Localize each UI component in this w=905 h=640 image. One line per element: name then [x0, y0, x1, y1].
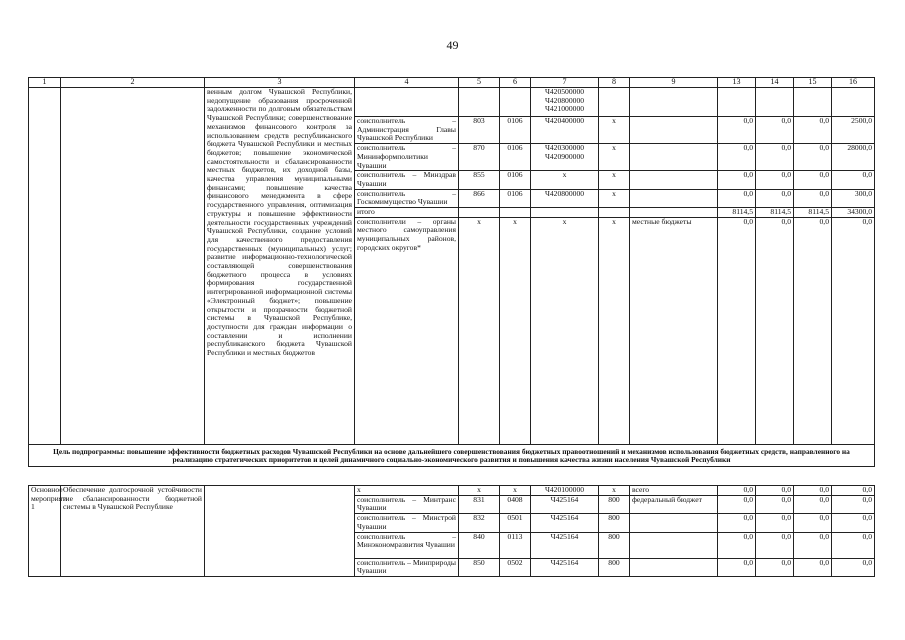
cell-c9	[630, 208, 718, 218]
cell-c13: 0,0	[718, 189, 756, 207]
cell-c1	[29, 88, 61, 445]
cell-c14	[756, 88, 794, 117]
table-row	[29, 486, 875, 496]
table-row	[29, 88, 875, 117]
budget-table-event	[28, 485, 875, 577]
cell-c4: соисполнитель – Минтранс Чувашии	[355, 495, 459, 513]
col-header: 16	[832, 78, 875, 88]
cell-c6: х	[500, 217, 531, 444]
cell-c9: федеральный бюджет	[630, 495, 718, 513]
cell-c7	[531, 208, 599, 218]
cell-c8	[599, 208, 630, 218]
cell-c8: 800	[599, 558, 630, 576]
cell-c4	[355, 88, 459, 117]
cell-c15: 0,0	[794, 532, 832, 558]
col-header: 7	[531, 78, 599, 88]
cell-c5: х	[459, 486, 500, 496]
cell-c15: 0,0	[794, 117, 832, 144]
cell-c16: 0,0	[832, 486, 875, 496]
cell-c7: х	[531, 217, 599, 444]
cell-c8: х	[599, 171, 630, 189]
cell-c15	[794, 88, 832, 117]
cell-c14: 0,0	[756, 217, 794, 444]
cell-c15: 0,0	[794, 144, 832, 171]
cell-c4: х	[355, 486, 459, 496]
cell-c4: итого	[355, 208, 459, 218]
cell-c9: всего	[630, 486, 718, 496]
col-header: 4	[355, 78, 459, 88]
cell-c6: 0113	[500, 532, 531, 558]
col-header: 2	[61, 78, 205, 88]
event-title: Обеспечение долгосрочной устойчивости и сбалансированности бюджетной системы в Чувашской Республике	[61, 486, 205, 577]
cell-c7: Ч420300000 Ч420900000	[531, 144, 599, 171]
cell-c13: 0,0	[718, 217, 756, 444]
cell-c6: 0106	[500, 117, 531, 144]
cell-c8: 800	[599, 532, 630, 558]
cell-c14: 8114,5	[756, 208, 794, 218]
cell-c6	[500, 88, 531, 117]
cell-c2	[61, 88, 205, 445]
cell-c13	[718, 88, 756, 117]
cell-c6: 0106	[500, 144, 531, 171]
cell-c14: 0,0	[756, 558, 794, 576]
cell-c15: 0,0	[794, 558, 832, 576]
cell-c14: 0,0	[756, 189, 794, 207]
cell-c15: 0,0	[794, 189, 832, 207]
cell-c14: 0,0	[756, 144, 794, 171]
cell-c7: Ч425164	[531, 495, 599, 513]
cell-c13: 0,0	[718, 514, 756, 532]
cell-c5: 866	[459, 189, 500, 207]
cell-c5: 832	[459, 514, 500, 532]
cell-c5	[459, 208, 500, 218]
cell-c4: соисполнитель – Администрация Главы Чувашской Республики	[355, 117, 459, 144]
event-label: Основное мероприятие 1	[29, 486, 61, 577]
cell-c16: 0,0	[832, 495, 875, 513]
cell-c4: соисполнитель – Минприроды Чувашии	[355, 558, 459, 576]
cell-c15: 0,0	[794, 486, 832, 496]
cell-c6: 0501	[500, 514, 531, 532]
cell-c16: 0,0	[832, 558, 875, 576]
subprogram-goal: Цель подпрограммы: повышение эффективности бюджетных расходов Чувашской Республики на основе дальнейшего совершенствования бюджетных правоотношений и механизмов использования бюджетных средств, направленного на реализацию стратегических приоритетов и целей динамичного социально-экономического развития и повышения качества жизни населения Чувашской Республики	[29, 444, 875, 466]
cell-c4: соисполнитель – Минздрав Чувашии	[355, 171, 459, 189]
cell-c7: Ч425164	[531, 532, 599, 558]
cell-c14: 0,0	[756, 117, 794, 144]
cell-c14: 0,0	[756, 532, 794, 558]
cell-c9	[630, 144, 718, 171]
col-header: 13	[718, 78, 756, 88]
cell-c14: 0,0	[756, 495, 794, 513]
cell-c6	[500, 208, 531, 218]
col-header: 6	[500, 78, 531, 88]
cell-c5: 855	[459, 171, 500, 189]
cell-c8: х	[599, 189, 630, 207]
cell-c5: 831	[459, 495, 500, 513]
cell-c9	[630, 558, 718, 576]
cell-c4: соисполнитель – Госкомимущество Чувашии	[355, 189, 459, 207]
cell-c8	[599, 88, 630, 117]
col-header: 9	[630, 78, 718, 88]
cell-c15: 0,0	[794, 217, 832, 444]
cell-c9	[630, 117, 718, 144]
cell-c13: 0,0	[718, 144, 756, 171]
cell-c7: Ч420100000	[531, 486, 599, 496]
cell-c16: 34300,0	[832, 208, 875, 218]
col-header: 8	[599, 78, 630, 88]
cell-c16: 2500,0	[832, 117, 875, 144]
cell-c16	[832, 88, 875, 117]
cell-c15: 0,0	[794, 514, 832, 532]
col-header: 1	[29, 78, 61, 88]
cell-c6: 0408	[500, 495, 531, 513]
cell-c13: 8114,5	[718, 208, 756, 218]
cell-c7: х	[531, 171, 599, 189]
col-header: 14	[756, 78, 794, 88]
cell-c5: х	[459, 217, 500, 444]
cell-c13: 0,0	[718, 486, 756, 496]
cell-c13: 0,0	[718, 117, 756, 144]
cell-c5: 850	[459, 558, 500, 576]
cell-c5: 870	[459, 144, 500, 171]
cell-c7: Ч420400000	[531, 117, 599, 144]
col-header: 15	[794, 78, 832, 88]
cell-c15: 0,0	[794, 495, 832, 513]
cell-c5	[459, 88, 500, 117]
cell-c9	[630, 88, 718, 117]
cell-c16: 0,0	[832, 532, 875, 558]
cell-c9	[630, 189, 718, 207]
cell-c6: х	[500, 486, 531, 496]
cell-c6: 0106	[500, 171, 531, 189]
cell-c15: 0,0	[794, 171, 832, 189]
cell-c9	[630, 532, 718, 558]
cell-c9	[630, 171, 718, 189]
cell-c3	[205, 486, 355, 577]
cell-c13: 0,0	[718, 532, 756, 558]
cell-c16: 0,0	[832, 217, 875, 444]
cell-c16: 0,0	[832, 171, 875, 189]
cell-c4: соисполнители – органы местного самоуправления муниципальных районов, городских округов*	[355, 217, 459, 444]
col-header: 3	[205, 78, 355, 88]
cell-c16: 28000,0	[832, 144, 875, 171]
cell-c8: х	[599, 217, 630, 444]
cell-c7: Ч425164	[531, 514, 599, 532]
cell-c16: 0,0	[832, 514, 875, 532]
col-header: 5	[459, 78, 500, 88]
task-description: венным долгом Чувашской Республики, недопущение образования просроченной задолженности по долговым обязательствам Чувашской Республики; совершенствование механизмов финансового контроля за использованием средств республиканского бюджета Чувашской Республики и местных бюджетов; повышение экономической самостоятельности и сбалансированности местных бюджетов, их доходной базы, качества управления муниципальными финансами; повышение качества финансового менеджмента в сфере государственного управления, оптимизация структуры и повышение эффективности деятельности государственных учреждений Чувашской Республики, создание условий для качественного предоставления государственных (муниципальных) услуг; развитие информационно-технологической составляющей совершенствования бюджетного процесса в условиях формирования государственной интегрированной информационной системы «Электронный бюджет»; повышение открытости и прозрачности бюджетной системы в Чувашской Республике, доступности для граждан информации о составлении и исполнении республиканского бюджета Чувашской Республики и местных бюджетов	[205, 88, 355, 445]
cell-c14: 0,0	[756, 514, 794, 532]
cell-c8: 800	[599, 495, 630, 513]
cell-c8: 800	[599, 514, 630, 532]
cell-c8: х	[599, 117, 630, 144]
cell-c7: Ч425164	[531, 558, 599, 576]
cell-c5: 840	[459, 532, 500, 558]
cell-c14: 0,0	[756, 486, 794, 496]
cell-c5: 803	[459, 117, 500, 144]
cell-c7: Ч420800000	[531, 189, 599, 207]
cell-c8: х	[599, 486, 630, 496]
cell-c15: 8114,5	[794, 208, 832, 218]
cell-c14: 0,0	[756, 171, 794, 189]
cell-c13: 0,0	[718, 171, 756, 189]
cell-c7: Ч420500000 Ч420800000 Ч421000000	[531, 88, 599, 117]
cell-c13: 0,0	[718, 495, 756, 513]
cell-c4: соисполнитель – Мининформполитики Чувашии	[355, 144, 459, 171]
cell-c9	[630, 514, 718, 532]
column-number-row	[29, 78, 875, 88]
budget-table-top	[28, 77, 875, 467]
cell-c4: соисполнитель – Минстрой Чувашии	[355, 514, 459, 532]
cell-c4: соисполнитель – Минэкономразвития Чувашии	[355, 532, 459, 558]
cell-c9: местные бюджеты	[630, 217, 718, 444]
cell-c13: 0,0	[718, 558, 756, 576]
cell-c6: 0502	[500, 558, 531, 576]
cell-c16: 300,0	[832, 189, 875, 207]
page-number: 49	[446, 38, 459, 52]
cell-c6: 0106	[500, 189, 531, 207]
cell-c8: х	[599, 144, 630, 171]
